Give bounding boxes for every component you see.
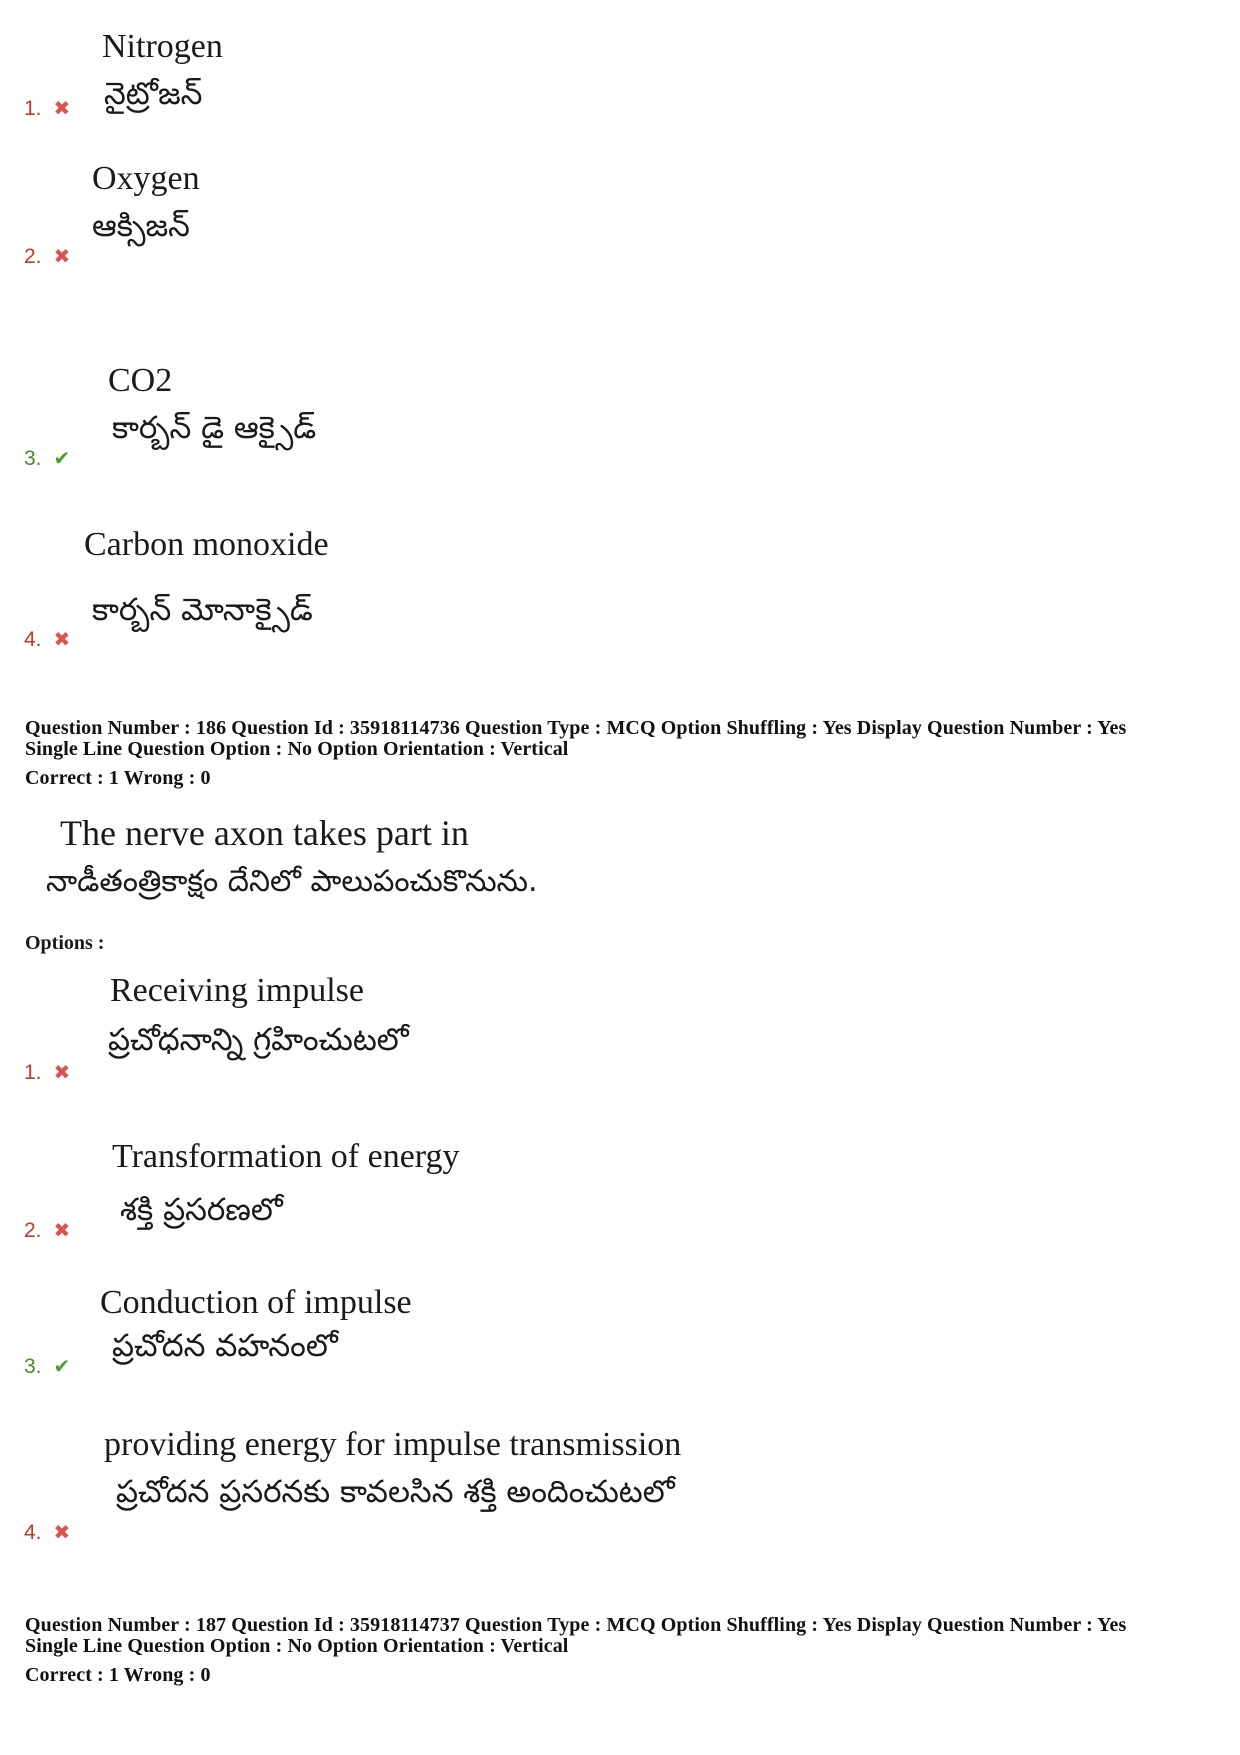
q185-option-1-marker <box>24 96 70 121</box>
q186-meta-line-3: Correct : 1 Wrong : 0 <box>25 767 211 789</box>
q185-option-1-te: నైట్రోజన్ <box>104 76 203 112</box>
q186-question-te: నాడీతంత్రికాక్షం దేనిలో పాలుపంచుకొనును. <box>46 864 538 899</box>
option-number: 3. <box>24 1355 42 1378</box>
check-icon: ✔ <box>53 446 71 470</box>
q187-meta-line-1: Question Number : 187 Question Id : 35918114737 Question Type : MCQ Option Shuffling : Yes Display Question Number : Yes <box>25 1614 1127 1636</box>
option-number: 2. <box>24 245 42 268</box>
cross-icon: ✖ <box>53 1218 71 1242</box>
q186-option-4-en: providing energy for impulse transmission <box>104 1426 682 1463</box>
q186-option-4-te: ప్రచోదన ప్రసరనకు కావలసిన శక్తి అందించుటలో <box>116 1474 675 1510</box>
q186-option-3-marker <box>24 1354 70 1379</box>
q185-option-2-te: ఆక్సిజన్ <box>92 208 190 244</box>
option-number: 4. <box>24 628 42 651</box>
q185-option-3-en: CO2 <box>108 362 173 399</box>
q186-meta-line-2: Single Line Question Option : No Option Orientation : Vertical <box>25 738 569 760</box>
q186-option-3-en: Conduction of impulse <box>100 1284 412 1321</box>
q186-option-4-marker <box>24 1520 70 1545</box>
q185-option-3-marker <box>24 446 70 471</box>
option-number: 3. <box>24 447 42 470</box>
q187-meta-line-3: Correct : 1 Wrong : 0 <box>25 1664 211 1686</box>
q186-option-2-te: శక్తి ప్రసరణలో <box>120 1192 283 1228</box>
option-number: 1. <box>24 1061 42 1084</box>
q186-option-2-marker <box>24 1218 70 1243</box>
q187-meta-line-2: Single Line Question Option : No Option Orientation : Vertical <box>25 1635 569 1657</box>
q186-option-2-en: Transformation of energy <box>112 1138 460 1175</box>
q185-option-4-en: Carbon monoxide <box>84 526 329 563</box>
q186-option-1-te: ప్రచోధనాన్ని గ్రహించుటలో <box>108 1022 409 1058</box>
cross-icon: ✖ <box>53 244 71 268</box>
q185-option-2-en: Oxygen <box>92 160 200 197</box>
options-label: Options : <box>25 932 105 954</box>
q186-option-3-te: ప్రచోదన వహనంలో <box>112 1328 338 1364</box>
cross-icon: ✖ <box>53 1520 71 1544</box>
q185-option-4-marker <box>24 627 70 652</box>
q186-meta-line-1: Question Number : 186 Question Id : 35918114736 Question Type : MCQ Option Shuffling : Yes Display Question Number : Yes <box>25 717 1127 739</box>
q186-question-en: The nerve axon takes part in <box>60 813 469 853</box>
option-number: 4. <box>24 1521 42 1544</box>
q186-option-1-marker <box>24 1060 70 1085</box>
q185-option-2-marker <box>24 244 70 269</box>
cross-icon: ✖ <box>53 627 71 651</box>
q185-option-1-en: Nitrogen <box>102 28 223 65</box>
q185-option-4-te: కార్బన్ మోనాక్సైడ్ <box>92 592 313 628</box>
option-number: 1. <box>24 97 42 120</box>
cross-icon: ✖ <box>53 1060 71 1084</box>
check-icon: ✔ <box>53 1354 71 1378</box>
q186-option-1-en: Receiving impulse <box>110 972 365 1009</box>
cross-icon: ✖ <box>53 96 71 120</box>
q185-option-3-te: కార్బన్ డై ఆక్సైడ్ <box>112 410 317 446</box>
option-number: 2. <box>24 1219 42 1242</box>
